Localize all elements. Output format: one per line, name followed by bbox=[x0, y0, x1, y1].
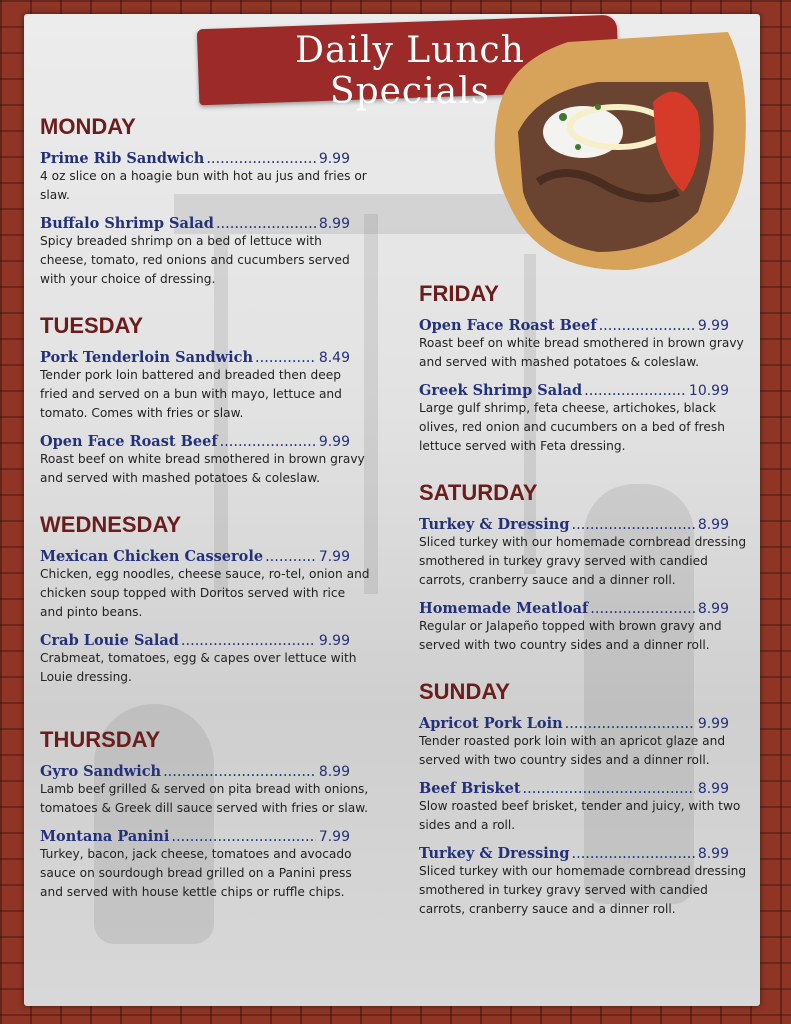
day-heading: MONDAY bbox=[40, 114, 136, 139]
item-description: Tender roasted pork loin with an apricot glaze and served with two country sides and a dinner roll. bbox=[419, 734, 726, 767]
item-name: Turkey & Dressing bbox=[419, 516, 570, 533]
item-price: 7.99 bbox=[318, 829, 350, 845]
day-saturday bbox=[419, 480, 749, 655]
item-price: 8.99 bbox=[318, 764, 350, 780]
menu-item bbox=[40, 763, 370, 818]
item-name: Apricot Pork Loin bbox=[419, 715, 563, 732]
item-price: 8.99 bbox=[697, 601, 729, 617]
item-description: Lamb beef grilled & served on pita bread with onions, tomatoes & Greek dill sauce served with fries or slaw. bbox=[40, 782, 369, 815]
item-description: Roast beef on white bread smothered in brown gravy and served with mashed potatoes & coleslaw. bbox=[40, 452, 365, 485]
item-name: Homemade Meatloaf bbox=[419, 600, 589, 617]
day-heading: WEDNESDAY bbox=[40, 512, 181, 537]
day-heading: TUESDAY bbox=[40, 313, 144, 338]
item-price: 8.99 bbox=[318, 216, 350, 232]
menu-item bbox=[419, 516, 749, 590]
item-price: 7.99 bbox=[318, 549, 350, 565]
menu-item bbox=[40, 632, 370, 687]
item-price: 9.99 bbox=[318, 434, 350, 450]
item-name: Open Face Roast Beef bbox=[40, 433, 218, 450]
day-sunday bbox=[419, 679, 749, 919]
item-name: Prime Rib Sandwich bbox=[40, 150, 205, 167]
menu-item bbox=[40, 349, 370, 423]
item-price: 8.99 bbox=[697, 846, 729, 862]
day-heading: THURSDAY bbox=[40, 727, 161, 752]
menu-item bbox=[419, 715, 749, 770]
menu-item bbox=[419, 317, 749, 372]
menu-item bbox=[419, 382, 749, 456]
item-name: Mexican Chicken Casserole bbox=[40, 548, 264, 565]
item-description: 4 oz slice on a hoagie bun with hot au jus and fries or slaw. bbox=[40, 169, 367, 202]
item-description: Tender pork loin battered and breaded then deep fried and served on a bun with mayo, lettuce and tomato. Comes with fries or slaw. bbox=[40, 368, 342, 420]
menu-item bbox=[40, 548, 370, 622]
day-heading: FRIDAY bbox=[419, 281, 499, 306]
item-description: Large gulf shrimp, feta cheese, artichokes, black olives, red onion and cucumbers on a bed of fresh lettuce served with Feta dressing. bbox=[419, 401, 725, 453]
item-name: Pork Tenderloin Sandwich bbox=[40, 349, 254, 366]
menu-item bbox=[40, 433, 370, 488]
day-friday bbox=[419, 281, 749, 456]
item-description: Chicken, egg noodles, cheese sauce, ro-tel, onion and chicken soup topped with Doritos served with rice and pinto beans. bbox=[40, 567, 370, 619]
item-price: 9.99 bbox=[318, 633, 350, 649]
item-price: 9.99 bbox=[697, 716, 729, 732]
item-price: 8.99 bbox=[697, 781, 729, 797]
menu-item bbox=[40, 150, 370, 205]
left-column bbox=[40, 114, 370, 912]
right-column bbox=[419, 281, 749, 929]
page-title: Daily Lunch Specials bbox=[295, 30, 525, 112]
item-description: Sliced turkey with our homemade cornbread dressing smothered in turkey gravy served with candied carrots, cranberry sauce and a dinner roll. bbox=[419, 535, 747, 587]
item-price: 9.99 bbox=[697, 318, 729, 334]
menu-item bbox=[419, 845, 749, 919]
menu-item bbox=[40, 828, 370, 902]
item-description: Sliced turkey with our homemade cornbread dressing smothered in turkey gravy served with candied carrots, cranberry sauce and a dinner roll. bbox=[419, 864, 747, 916]
item-description: Roast beef on white bread smothered in brown gravy and served with mashed potatoes & coleslaw. bbox=[419, 336, 744, 369]
item-price: 8.49 bbox=[318, 350, 350, 366]
item-name: Montana Panini bbox=[40, 828, 170, 845]
day-monday bbox=[40, 114, 370, 289]
day-heading: SUNDAY bbox=[419, 679, 510, 704]
item-price: 8.99 bbox=[697, 517, 729, 533]
menu-item bbox=[40, 215, 370, 289]
item-price: 10.99 bbox=[688, 383, 729, 399]
item-description: Crabmeat, tomatoes, egg & capes over lettuce with Louie dressing. bbox=[40, 651, 357, 684]
item-description: Spicy breaded shrimp on a bed of lettuce with cheese, tomato, red onions and cucumbers served with your choice of dressing. bbox=[40, 234, 350, 286]
item-name: Buffalo Shrimp Salad bbox=[40, 215, 214, 232]
item-name: Greek Shrimp Salad bbox=[419, 382, 583, 399]
item-name: Open Face Roast Beef bbox=[419, 317, 597, 334]
day-heading: SATURDAY bbox=[419, 480, 538, 505]
item-description: Turkey, bacon, jack cheese, tomatoes and avocado sauce on sourdough bread grilled on a Panini press and served with house kettle chips or ruffle chips. bbox=[40, 847, 352, 899]
menu-item bbox=[419, 780, 749, 835]
item-name: Crab Louie Salad bbox=[40, 632, 179, 649]
item-price: 9.99 bbox=[318, 151, 350, 167]
item-name: Gyro Sandwich bbox=[40, 763, 162, 780]
gyro-sandwich-illustration bbox=[478, 22, 760, 272]
item-description: Regular or Jalapeño topped with brown gravy and served with two country sides and a dinner roll. bbox=[419, 619, 722, 652]
item-description: Slow roasted beef brisket, tender and juicy, with two sides and a roll. bbox=[419, 799, 741, 832]
day-wednesday bbox=[40, 512, 370, 687]
item-name: Beef Brisket bbox=[419, 780, 521, 797]
item-name: Turkey & Dressing bbox=[419, 845, 570, 862]
day-thursday bbox=[40, 727, 370, 902]
menu-item bbox=[419, 600, 749, 655]
day-tuesday bbox=[40, 313, 370, 488]
